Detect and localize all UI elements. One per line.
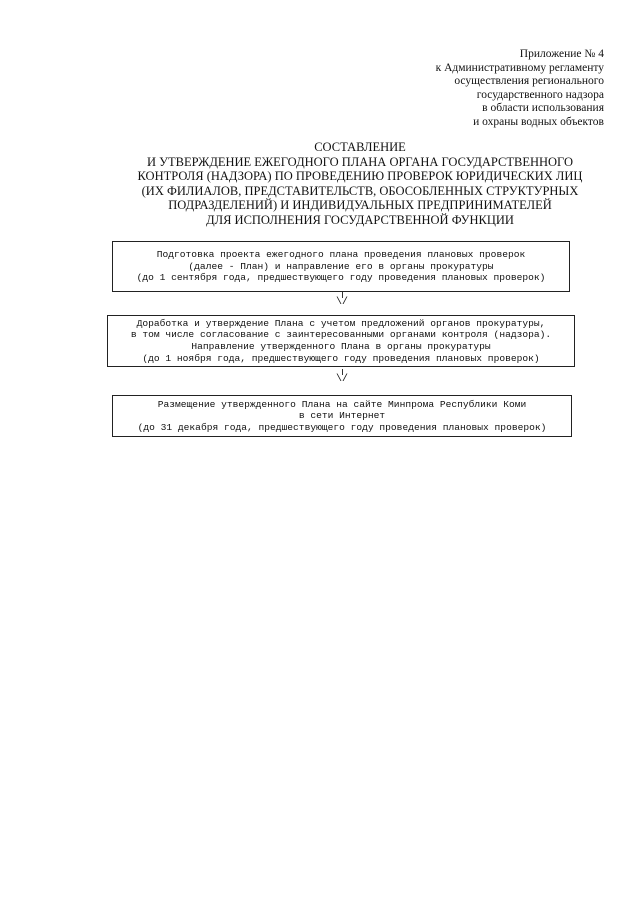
step-line: Подготовка проекта ежегодного плана проведения плановых проверок [156, 249, 526, 261]
step-line: Направление утвержденного Плана в органы прокуратуры [191, 341, 491, 352]
flow-step-2 [107, 315, 575, 367]
appendix-line: к Административному регламенту [435, 61, 604, 74]
arrow-down-icon: \/ [332, 369, 352, 385]
arrow-down-icon: \/ [332, 292, 352, 308]
appendix-header [436, 48, 604, 130]
title-line: ДЛЯ ИСПОЛНЕНИЯ ГОСУДАРСТВЕННОЙ ФУНКЦИИ [206, 212, 514, 227]
flow-step-3 [112, 395, 572, 437]
title-line: И УТВЕРЖДЕНИЕ ЕЖЕГОДНОГО ПЛАНА ОРГАНА ГОСУДАРСТВЕННОГО [147, 154, 573, 169]
step-line: в том числе согласование с заинтересованными органами контроля (надзора). [130, 329, 552, 341]
appendix-line: Приложение № 4 [519, 48, 604, 60]
flow-step-1 [112, 241, 570, 292]
step-line: (до 31 декабря года, предшествующего году проведения плановых проверок) [137, 421, 547, 433]
appendix-line: и охраны водных объектов [473, 115, 604, 128]
title-line: ПОДРАЗДЕЛЕНИЙ) И ИНДИВИДУАЛЬНЫХ ПРЕДПРИНИМАТЕЛЕЙ [168, 198, 552, 213]
appendix-line: в области использования [482, 102, 604, 115]
title-line: КОНТРОЛЯ (НАДЗОРА) ПО ПРОВЕДЕНИЮ ПРОВЕРОК ЮРИДИЧЕСКИХ ЛИЦ [137, 169, 583, 184]
step-line: (далее - План) и направление его в органы прокуратуры [188, 260, 494, 272]
appendix-line: государственного надзора [476, 88, 604, 101]
title-line: СОСТАВЛЕНИЕ [314, 140, 406, 154]
step-line: Размещение утвержденного Плана на сайте Минпрома Республики Коми [157, 398, 527, 410]
document-title [100, 140, 620, 228]
appendix-line: осуществления регионального [454, 75, 604, 88]
step-line: в сети Интернет [298, 410, 386, 422]
step-line: (до 1 сентября года, предшествующего году проведения плановых проверок) [136, 272, 546, 284]
step-line: Доработка и утверждение Плана с учетом предложений органов прокуратуры, [136, 317, 546, 329]
step-line: (до 1 ноября года, предшествующего году проведения плановых проверок) [142, 352, 540, 364]
title-line: (ИХ ФИЛИАЛОВ, ПРЕДСТАВИТЕЛЬСТВ, ОБОСОБЛЕННЫХ СТРУКТУРНЫХ [141, 183, 579, 198]
